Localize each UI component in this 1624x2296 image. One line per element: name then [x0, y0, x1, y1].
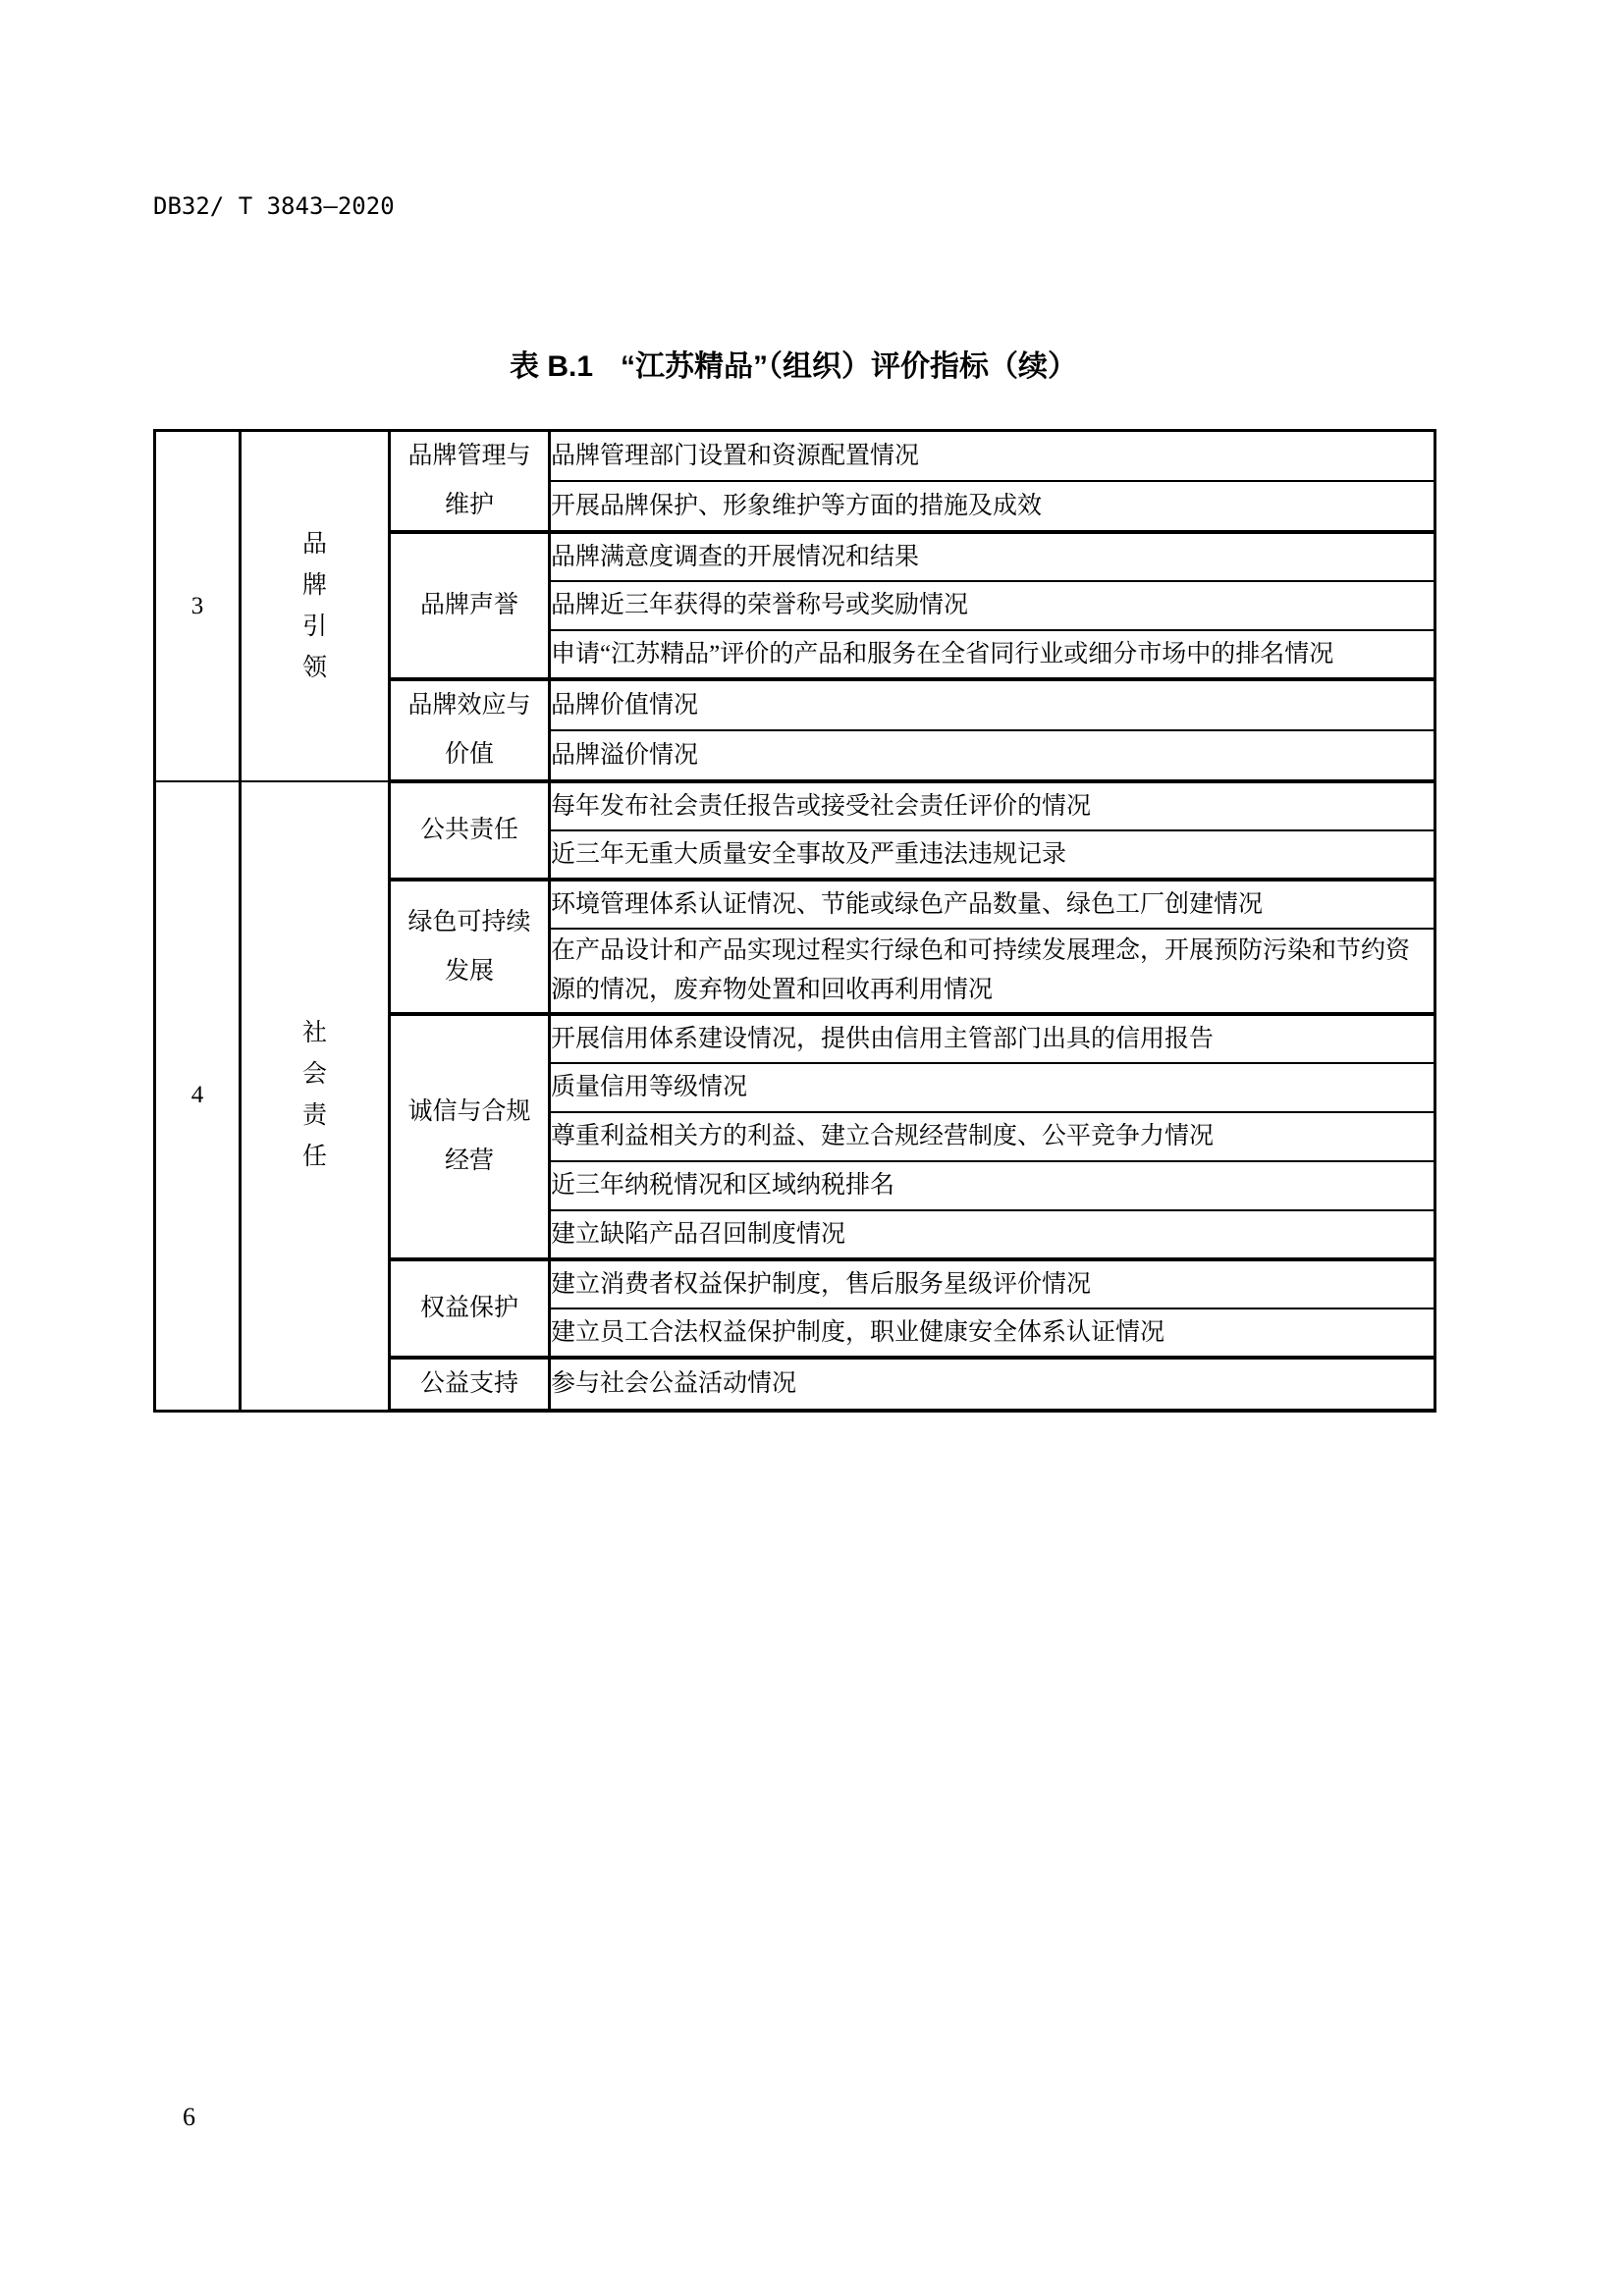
- indicator-cell: 环境管理体系认证情况、节能或绿色产品数量、绿色工厂创建情况: [550, 880, 1435, 929]
- table-row: [155, 431, 1435, 482]
- table-title-text: “江苏精品”（组织）评价指标（续）: [621, 350, 1078, 383]
- subcategory-cell: [390, 1014, 550, 1259]
- subcategory-name: 公共责任: [419, 817, 518, 843]
- indicator-cell: 参与社会公益活动情况: [550, 1358, 1435, 1411]
- indicator-cell: 建立缺陷产品召回制度情况: [550, 1210, 1435, 1259]
- indicator-cell: 近三年无重大质量安全事故及严重违法违规记录: [550, 830, 1435, 880]
- subcategory-name: 公益支持: [419, 1370, 518, 1397]
- subcategory-cell: [390, 532, 550, 679]
- section-category: [241, 781, 390, 1411]
- table-title: [153, 342, 1434, 385]
- indicator-cell: 开展品牌保护、形象维护等方面的措施及成效: [550, 481, 1435, 532]
- indicator-cell: 申请“江苏精品”评价的产品和服务在全省同行业或细分市场中的排名情况: [550, 630, 1435, 679]
- table-title-label: 表 B.1: [509, 350, 594, 383]
- indicator-cell: 品牌价值情况: [550, 679, 1435, 730]
- subcategory-cell: [390, 781, 550, 880]
- indicator-cell: 品牌近三年获得的荣誉称号或奖励情况: [550, 581, 1435, 630]
- section-category-text: 社会责任: [301, 1020, 327, 1171]
- doc-code: DB32/ T 3843—2020: [153, 192, 395, 220]
- indicator-cell: 建立员工合法权益保护制度，职业健康安全体系认证情况: [550, 1308, 1435, 1358]
- indicator-cell: 质量信用等级情况: [550, 1063, 1435, 1112]
- subcategory-cell: [390, 1358, 550, 1411]
- subcategory-name: 品牌声誉: [419, 592, 518, 618]
- indicator-cell: 在产品设计和产品实现过程实行绿色和可持续发展理念，开展预防污染和节约资源的情况，废弃物处置和回收再利用情况: [550, 929, 1435, 1014]
- section-number: 4: [155, 781, 241, 1411]
- section-category: [241, 431, 390, 782]
- indicator-cell: 品牌满意度调查的开展情况和结果: [550, 532, 1435, 581]
- subcategory-name: 品牌效应与价值: [407, 692, 531, 768]
- table-row: [155, 781, 1435, 830]
- section-category-text: 品牌引领: [301, 530, 327, 681]
- subcategory-name: 品牌管理与维护: [407, 443, 531, 518]
- subcategory-cell: [390, 431, 550, 533]
- subcategory-name: 诚信与合规经营: [407, 1098, 531, 1174]
- indicator-cell: 品牌管理部门设置和资源配置情况: [550, 431, 1435, 482]
- indicator-cell: 开展信用体系建设情况，提供由信用主管部门出具的信用报告: [550, 1014, 1435, 1063]
- indicator-cell: 建立消费者权益保护制度，售后服务星级评价情况: [550, 1259, 1435, 1308]
- section-number: 3: [155, 431, 241, 782]
- evaluation-indicator-table: [153, 429, 1436, 1413]
- subcategory-name: 绿色可持续发展: [407, 908, 531, 985]
- subcategory-cell: [390, 880, 550, 1014]
- indicator-cell: 品牌溢价情况: [550, 730, 1435, 781]
- page-number: 6: [183, 2103, 195, 2131]
- indicator-cell: 近三年纳税情况和区域纳税排名: [550, 1161, 1435, 1210]
- subcategory-cell: [390, 679, 550, 781]
- indicator-cell: 尊重利益相关方的利益、建立合规经营制度、公平竞争力情况: [550, 1112, 1435, 1161]
- subcategory-name: 权益保护: [419, 1295, 518, 1321]
- indicator-cell: 每年发布社会责任报告或接受社会责任评价的情况: [550, 781, 1435, 830]
- subcategory-cell: [390, 1259, 550, 1358]
